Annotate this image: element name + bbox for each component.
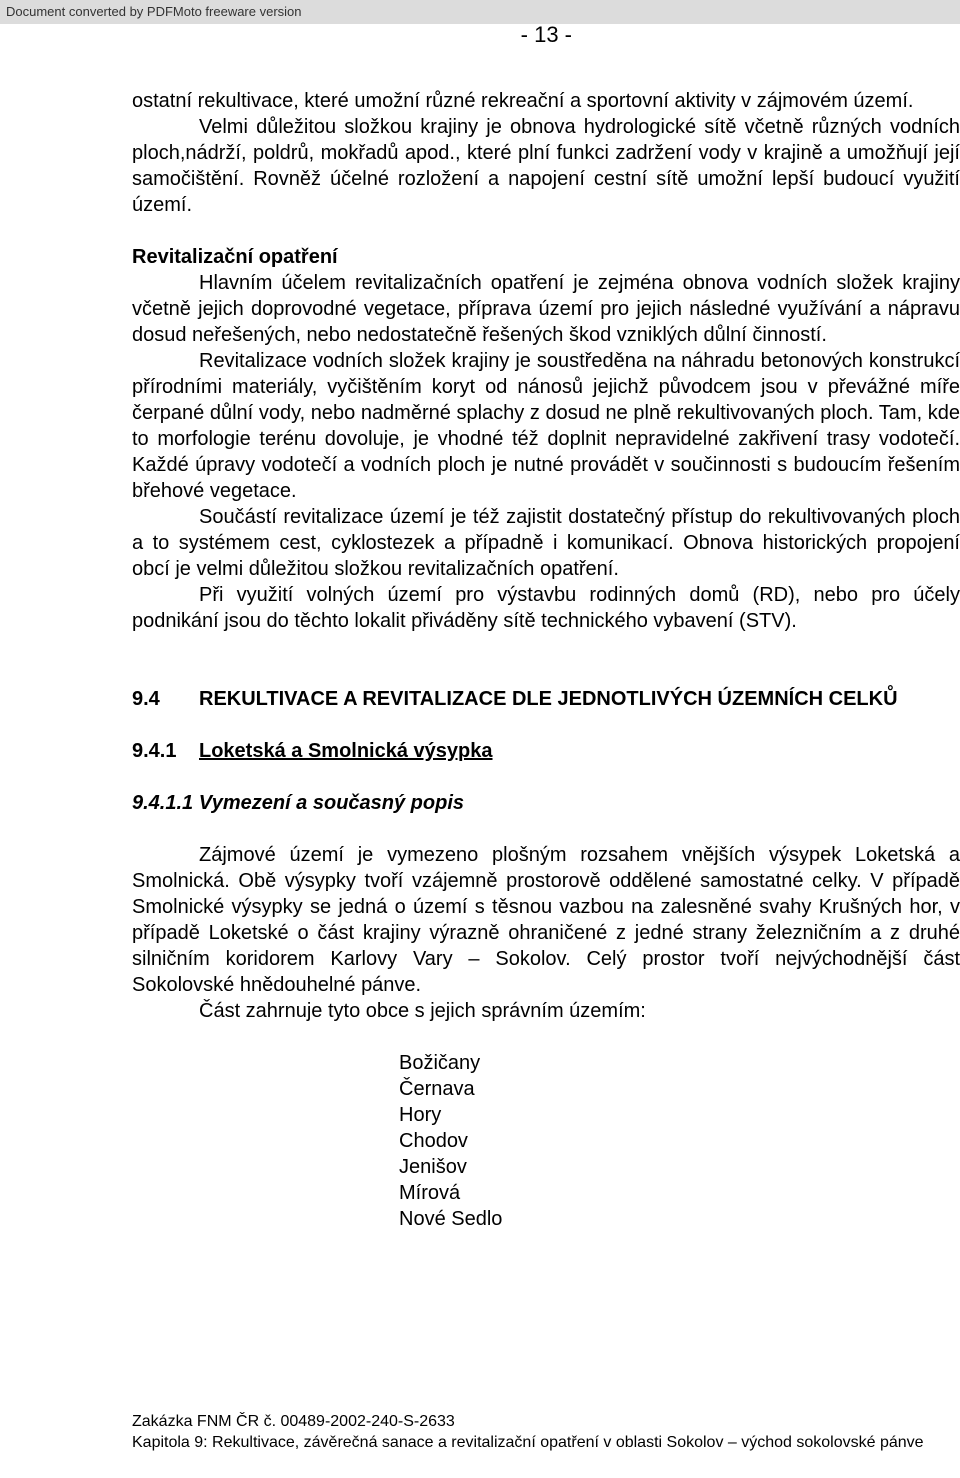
page-number: - 13 - bbox=[520, 22, 572, 47]
section-heading: Revitalizační opatření bbox=[132, 246, 338, 268]
chapter-heading bbox=[132, 686, 960, 712]
village-list bbox=[132, 1050, 960, 1232]
paragraph: Při využití volných území pro výstavbu rodinných domů (RD), nebo pro účely podnikání jsou do těchto lokalit přiváděny sítě technického vybavení (STV). bbox=[132, 584, 960, 632]
list-item: Hory bbox=[399, 1104, 442, 1126]
list-item: Božičany bbox=[399, 1052, 481, 1074]
page-footer bbox=[132, 1411, 932, 1453]
chapter-title: REKULTIVACE A REVITALIZACE DLE JEDNOTLIVÝCH ÚZEMNÍCH CELKŮ bbox=[199, 688, 898, 710]
footer-contract: Zakázka FNM ČR č. 00489-2002-240-S-2633 bbox=[132, 1413, 455, 1430]
paragraph: Část zahrnuje tyto obce s jejich správním územím: bbox=[199, 1000, 646, 1022]
paragraph: Zájmové území je vymezeno plošným rozsahem vnějších výsypek Loketská a Smolnická. Obě výsypky tvoří vzájemně prostorově oddělené samostatné celky. V případě Smolnické výsypky se jedná o území s těsnou vazbou na zalesněné svahy Krušných hor, v případě Loketské o část krajiny výrazně ohraničené z jedné strany železničním a z druhé silničním koridorem Karlovy Vary – Sokolov. Celý prostor tvoří nejvýchodnější část Sokolovské hnědouhelné pánve. bbox=[132, 844, 960, 996]
document-body bbox=[132, 88, 960, 1232]
paragraph: Součástí revitalizace území je též zajistit dostatečný přístup do rekultivovaných ploch a to systémem cest, cyklostezek a případně i komunikací. Obnova historických propojení obcí je velmi důležitou složkou revitalizačních opatření. bbox=[132, 506, 960, 580]
watermark-banner: Document converted by PDFMoto freeware version bbox=[0, 0, 960, 24]
paragraph: ostatní rekultivace, které umožní různé rekreační a sportovní aktivity v zájmovém území. bbox=[132, 90, 914, 112]
footer-chapter: Kapitola 9: Rekultivace, závěrečná sanace a revitalizační opatření v oblasti Sokolov – východ sokolovské pánve bbox=[132, 1434, 924, 1451]
paragraph: Hlavním účelem revitalizačních opatření je zejména obnova vodních složek krajiny včetně jejich doprovodné vegetace, příprava území pro jejich následné využívání a nápravu dosud neřešených, nebo nedostatečně řešených škod vzniklých důlní činností. bbox=[132, 272, 960, 346]
list-item: Nové Sedlo bbox=[399, 1208, 503, 1230]
paragraph: Revitalizace vodních složek krajiny je soustředěna na náhradu betonových konstrukcí přírodními materiály, vyčištěním koryt od nánosů jejichž původcem jsou v převážné míře čerpané důlní vody, nebo nadměrné splachy z dosud ne plně rekultivovaných ploch. Tam, kde to morfologie terénu dovoluje, je vhodné též doplnit nepravidelné zakřivení trasy vodotečí. Každé úpravy vodotečí a vodních ploch je nutné provádět v součinnosti s budoucím řešením břehové vegetace. bbox=[132, 350, 960, 502]
list-item: Jenišov bbox=[399, 1156, 467, 1178]
list-item: Černava bbox=[399, 1078, 475, 1100]
subsubsection-heading: 9.4.1.1 Vymezení a současný popis bbox=[132, 792, 465, 814]
paragraph: Velmi důležitou složkou krajiny je obnova hydrologické sítě včetně různých vodních ploch,nádrží, poldrů, mokřadů apod., které plní funkci zadržení vody v krajině a umožňují její samočištění. Rovněž účelné rozložení a napojení cestní sítě umožní lepší budoucí využití území. bbox=[132, 116, 960, 216]
subsection-heading bbox=[132, 738, 960, 764]
list-item: Chodov bbox=[399, 1130, 468, 1152]
subsection-number: 9.4.1 bbox=[132, 740, 177, 762]
subsection-title: Loketská a Smolnická výsypka bbox=[199, 740, 493, 762]
list-item: Mírová bbox=[399, 1182, 461, 1204]
chapter-number: 9.4 bbox=[132, 688, 160, 710]
